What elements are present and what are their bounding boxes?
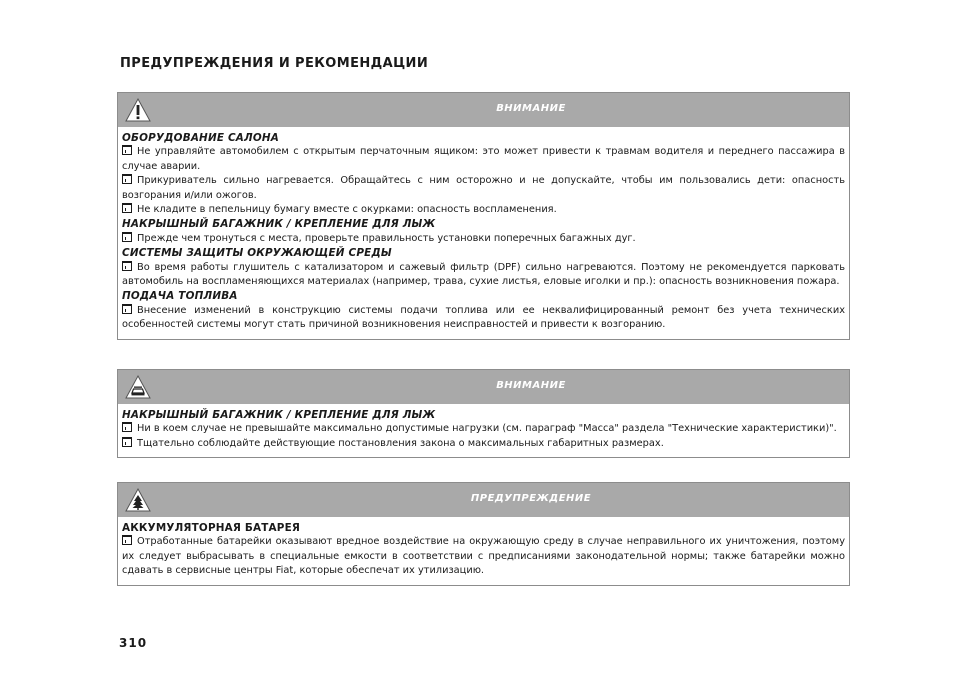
notice-box-battery (117, 482, 850, 586)
bullet-icon (122, 304, 132, 314)
list-item: Внесение изменений в конструкцию системы подачи топлива или ее неквалифицированный ремонт без учета технических особенностей системы могут стать причиной возникновения неисправностей и привести к возгоранию. (122, 304, 845, 331)
list-item: Не кладите в пепельницу бумагу вместе с окурками: опасность воспламенения. (122, 203, 845, 217)
bullet-icon (122, 261, 132, 271)
list-item: Во время работы глушитель с катализатором и сажевый фильтр (DPF) сильно нагреваются. Поэтому не рекомендуется парковать автомобиль на воспламеняющихся материалах (например, трава, сухие листья, еловые иголки и пр.): опасность возникновения пожара. (122, 261, 845, 288)
section-heading: АККУМУЛЯТОРНАЯ БАТАРЕЯ (122, 522, 301, 534)
box-header (118, 370, 849, 404)
bullet-icon (122, 174, 132, 184)
box-body (118, 404, 849, 457)
box-header (118, 483, 849, 517)
bullet-icon (122, 437, 132, 447)
box-body (118, 517, 849, 585)
warning-box-roof-rack (117, 369, 850, 458)
bullet-icon (122, 232, 132, 242)
bullet-icon (122, 145, 132, 155)
warning-box-interior (117, 92, 850, 340)
list-item: Отработанные батарейки оказывают вредное воздействие на окружающую среду в случае неправильного их уничтожения, поэтому их следует выбрасывать в специальные емкости в соответствии с предписаниями законодательной нормы; также батарейки можно сдавать в сервисные центры Fiat, которые обеспечат их утилизацию. (122, 536, 845, 577)
list-item: Ни в коем случае не превышайте максимально допустимые нагрузки (см. параграф "Масса" раздела "Технические характеристики)". (122, 422, 845, 436)
box-title: ВНИМАНИЕ (496, 103, 566, 114)
box-header (118, 93, 849, 127)
page-title: ПРЕДУПРЕЖДЕНИЯ И РЕКОМЕНДАЦИИ (120, 56, 429, 71)
box-body (118, 127, 849, 339)
box-title: ВНИМАНИЕ (496, 380, 566, 391)
box-title: ПРЕДУПРЕЖДЕНИЕ (470, 493, 592, 504)
list-item: Прежде чем тронуться с места, проверьте правильность установки поперечных багажных дуг. (122, 232, 845, 246)
section-heading: ПОДАЧА ТОПЛИВА (122, 290, 238, 303)
section-heading: НАКРЫШНЫЙ БАГАЖНИК / КРЕПЛЕНИЕ ДЛЯ ЛЫЖ (122, 409, 436, 421)
section-heading: СИСТЕМЫ ЗАЩИТЫ ОКРУЖАЮЩЕЙ СРЕДЫ (122, 247, 392, 260)
section-heading: НАКРЫШНЫЙ БАГАЖНИК / КРЕПЛЕНИЕ ДЛЯ ЛЫЖ (122, 218, 436, 231)
section-heading: ОБОРУДОВАНИЕ САЛОНА (122, 132, 280, 144)
bullet-icon (122, 535, 132, 545)
list-item: Тщательно соблюдайте действующие постановления закона о максимальных габаритных размерах. (122, 437, 845, 451)
list-item: Не управляйте автомобилем с открытым перчаточным ящиком: это может привести к травмам водителя и переднего пассажира в случае аварии. (122, 146, 845, 172)
list-item: Прикуриватель сильно нагревается. Обращайтесь с ним осторожно и не допускайте, чтобы им пользовались дети: опасность возгорания и/или ожогов. (122, 175, 845, 201)
bullet-icon (122, 203, 132, 213)
page-number: 310 (119, 636, 148, 650)
bullet-icon (122, 422, 132, 432)
